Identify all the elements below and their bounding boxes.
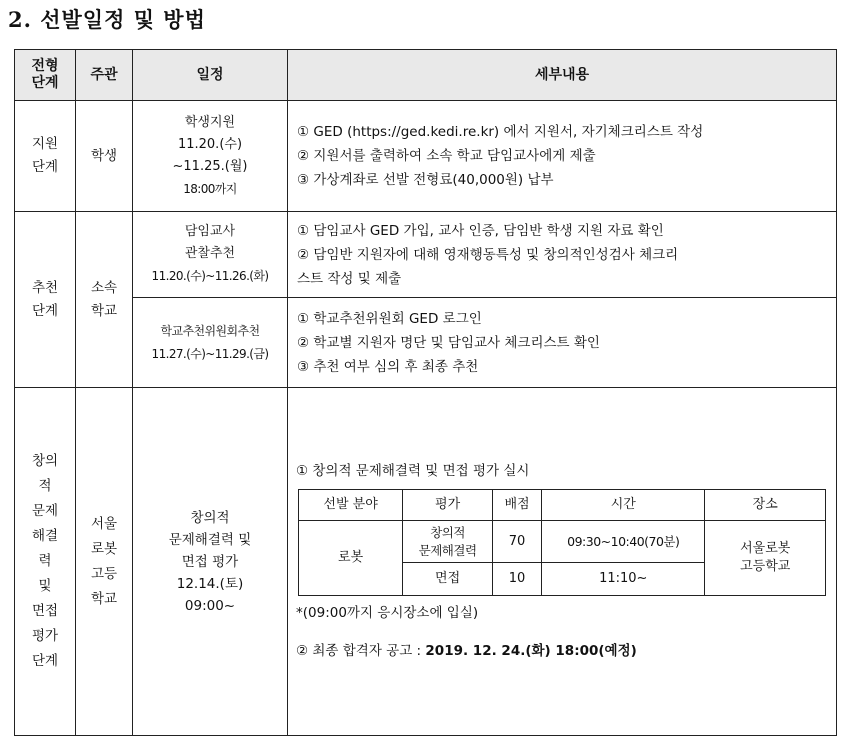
list-item: ③ 가상계좌로 선발 전형료(40,000원) 납부 (297, 172, 554, 188)
schedule-teacher-recommend: 담임교사 관찰추천 11.20.(수)~11.26.(화) (133, 212, 288, 298)
arrival-note: *(09:00까지 응시장소에 입실) (296, 605, 479, 621)
details-evaluation (288, 388, 837, 736)
stage-recommend: 추천 단계 (15, 212, 76, 388)
details-committee-recommend (288, 298, 837, 388)
table-header-row (15, 50, 837, 101)
eval-header-field: 선발 분야 (299, 490, 403, 521)
eval-field: 로봇 (299, 521, 403, 596)
header-stage: 전형 단계 (15, 50, 76, 101)
eval-header-time: 시간 (542, 490, 705, 521)
eval-type: 창의적 문제해결력 (403, 521, 493, 563)
eval-header-place: 장소 (705, 490, 826, 521)
announcement-date: 2019. 12. 24.(화) 18:00(예정) (425, 643, 637, 659)
eval-header-type: 평가 (403, 490, 493, 521)
table-row-committee-recommend (15, 298, 837, 388)
eval-score: 10 (493, 563, 542, 596)
stage-apply: 지원 단계 (15, 101, 76, 212)
evaluation-table-header (299, 490, 826, 521)
list-item: ② 담임반 지원자에 대해 영재행동특성 및 창의적인성검사 체크리 (297, 246, 679, 263)
table-row (299, 521, 826, 563)
eval-type: 면접 (403, 563, 493, 596)
header-host: 주관 (76, 50, 133, 101)
table-row-teacher-recommend (15, 212, 837, 298)
header-schedule: 일정 (133, 50, 288, 101)
list-item: ② 지원서를 출력하여 소속 학교 담임교사에게 제출 (297, 148, 596, 164)
stage-evaluation: 창의 적 문제 해결 력 및 면접 평가 단계 (15, 388, 76, 736)
header-details: 세부내용 (288, 50, 837, 101)
host-apply: 학생 (76, 101, 133, 212)
eval-place: 서울로봇 고등학교 (705, 521, 826, 596)
schedule-committee-recommend: 학교추천위원회추천 11.27.(수)~11.29.(금) (133, 298, 288, 388)
host-recommend: 소속 학교 (76, 212, 133, 388)
schedule-evaluation: 창의적 문제해결력 및 면접 평가 12.14.(토) 09:00~ (133, 388, 288, 736)
final-announcement: ② 최종 합격자 공고 : 2019. 12. 24.(화) 18:00(예정) (296, 643, 637, 659)
details-apply (288, 101, 837, 212)
eval-header-score: 배점 (493, 490, 542, 521)
list-item: ② 학교별 지원자 명단 및 담임교사 체크리스트 확인 (297, 334, 600, 351)
host-evaluation: 서울 로봇 고등 학교 (76, 388, 133, 736)
list-item: ① 학교추천위원회 GED 로그인 (297, 310, 482, 327)
list-item: ③ 추천 여부 심의 후 최종 추천 (297, 358, 479, 375)
evaluation-intro: ① 창의적 문제해결력 및 면접 평가 실시 (296, 463, 530, 479)
eval-time: 09:30~10:40(70분) (542, 521, 705, 563)
list-item: ① GED (https://ged.kedi.re.kr) 에서 지원서, 자기체크리스트 작성 (297, 124, 704, 140)
list-item: ① 담임교사 GED 가입, 교사 인증, 담임반 학생 지원 자료 확인 (297, 222, 664, 239)
list-item: 스트 작성 및 제출 (297, 270, 402, 287)
schedule-apply: 학생지원 11.20.(수) ~11.25.(월) 18:00까지 (133, 101, 288, 212)
table-row-apply (15, 101, 837, 212)
table-row-evaluation (15, 388, 837, 736)
eval-score: 70 (493, 521, 542, 563)
section-heading: 2. 선발일정 및 방법 (8, 7, 206, 32)
details-teacher-recommend (288, 212, 837, 298)
schedule-table (14, 49, 837, 736)
evaluation-table (298, 489, 826, 596)
eval-time: 11:10~ (542, 563, 705, 596)
